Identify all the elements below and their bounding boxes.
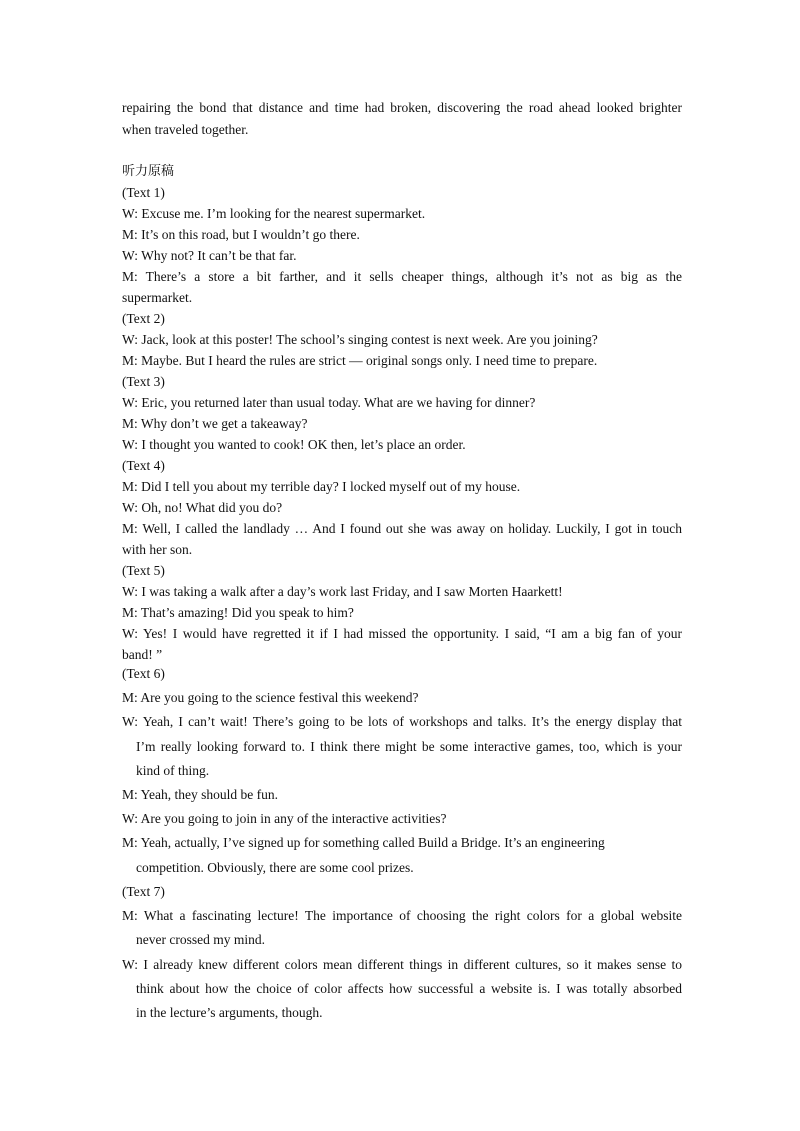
dialogue-line: M: Well, I called the landlady … And I found out she was away on holiday. Luckily, I got in touch [122,521,682,536]
dialogue-line: kind of thing. [136,763,210,778]
dialogue-line: W: Yes! I would have regretted it if I had missed the opportunity. I said, “I am a big fan of your [122,626,682,641]
dialogue-line: never crossed my mind. [136,932,265,947]
text-label: (Text 3) [122,374,165,389]
text-label: (Text 2) [122,311,165,326]
dialogue-line: W: Eric, you returned later than usual today. What are we having for dinner? [122,395,536,410]
dialogue-line: competition. Obviously, there are some cool prizes. [136,860,414,875]
dialogue-line: M: Are you going to the science festival this weekend? [122,690,419,705]
intro-line: repairing the bond that distance and time had broken, discovering the road ahead looked brighter [122,100,682,115]
dialogue-line: W: I was taking a walk after a day’s work last Friday, and I saw Morten Haarkett! [122,584,563,599]
dialogue-line: think about how the choice of color affects how successful a website is. I was totally absorbed [136,981,682,996]
text-label: (Text 4) [122,458,165,473]
dialogue-line: band! ” [122,647,163,662]
dialogue-line: in the lecture’s arguments, though. [136,1005,323,1020]
dialogue-line: M: That’s amazing! Did you speak to him? [122,605,354,620]
intro-line: when traveled together. [122,122,249,137]
dialogue-line: W: Why not? It can’t be that far. [122,248,297,263]
dialogue-line: M: What a fascinating lecture! The importance of choosing the right colors for a global website [122,908,682,923]
dialogue-line: M: Yeah, they should be fun. [122,787,278,802]
dialogue-line: M: It’s on this road, but I wouldn’t go there. [122,227,360,242]
dialogue-line: W: Yeah, I can’t wait! There’s going to be lots of workshops and talks. It’s the energy display that [122,714,682,729]
dialogue-line: M: Did I tell you about my terrible day? I locked myself out of my house. [122,479,521,494]
text-label: (Text 5) [122,563,165,578]
dialogue-line: M: Yeah, actually, I’ve signed up for something called Build a Bridge. It’s an engineering [122,835,605,850]
dialogue-line: with her son. [122,542,193,557]
text-label: (Text 1) [122,185,165,200]
dialogue-line: W: I already knew different colors mean different things in different cultures, so it makes sense to [122,957,682,972]
dialogue-line: W: Oh, no! What did you do? [122,500,283,515]
dialogue-line: supermarket. [122,290,193,305]
dialogue-line: I’m really looking forward to. I think there might be some interactive games, too, which is your [136,739,682,754]
section-title: 听力原稿 [122,164,175,179]
dialogue-line: M: Maybe. But I heard the rules are strict — original songs only. I need time to prepare. [122,353,598,368]
dialogue-line: W: Are you going to join in any of the interactive activities? [122,811,447,826]
dialogue-line: W: I thought you wanted to cook! OK then, let’s place an order. [122,437,466,452]
dialogue-line: M: Why don’t we get a takeaway? [122,416,308,431]
dialogue-line: W: Excuse me. I’m looking for the nearest supermarket. [122,206,426,221]
text-label: (Text 6) [122,666,165,681]
dialogue-line: W: Jack, look at this poster! The school’s singing contest is next week. Are you joining? [122,332,598,347]
text-label: (Text 7) [122,884,165,899]
dialogue-line: M: There’s a store a bit farther, and it sells cheaper things, although it’s not as big as the [122,269,682,284]
